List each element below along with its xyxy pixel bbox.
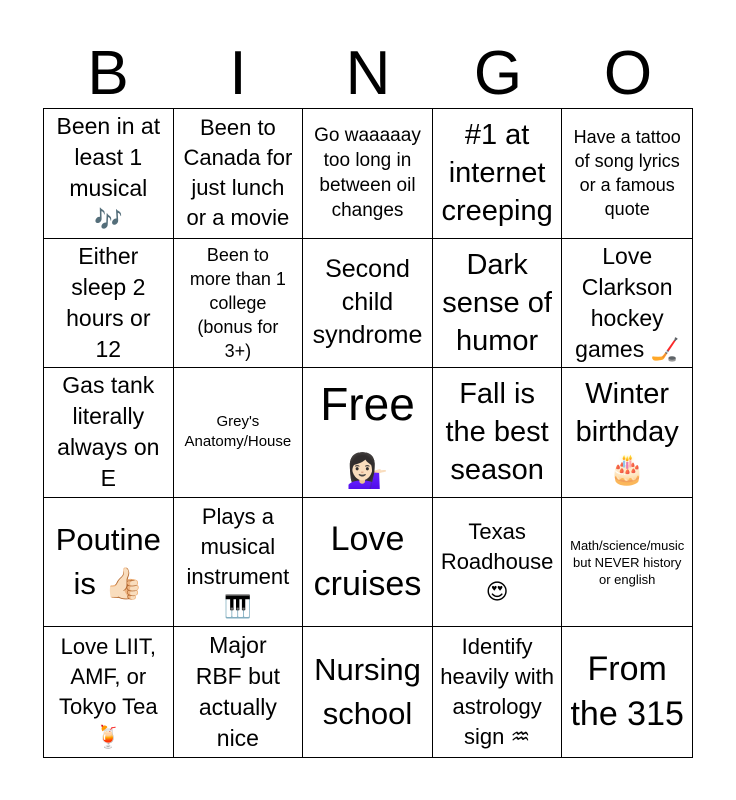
bingo-cell[interactable] [303,627,433,757]
bingo-cell[interactable] [44,498,174,628]
cell-text: Love Clarkson hockey games 🏒 [575,242,680,362]
header-letter-b: B [87,39,129,108]
free-space-cell[interactable] [303,368,433,498]
cell-text: Have a tattoo of song lyrics or a famous quote [573,127,681,220]
bingo-cell[interactable] [562,239,692,369]
cell-text: Gas tank literally always on E [57,372,160,492]
cell-text: Dark sense of humor [442,248,552,357]
bingo-cell[interactable] [303,498,433,628]
bingo-grid [43,108,693,758]
bingo-cell[interactable] [174,627,304,757]
bingo-cell[interactable] [433,627,563,757]
bingo-header [43,40,693,108]
bingo-cell[interactable] [433,109,563,239]
free-space-label: Free [320,377,415,430]
cell-text: Poutine is 👍🏻 [55,522,161,602]
cell-text: Been to Canada for just lunch or a movie [183,115,293,231]
cell-text: Identify heavily with astrology sign ♒ [440,634,554,750]
bingo-cell[interactable] [562,627,692,757]
bingo-cell[interactable] [433,239,563,369]
bingo-cell[interactable] [562,498,692,628]
cell-text: Winter birthday 🎂 [575,378,679,487]
cell-text: Been in at least 1 musical 🎶 [56,113,161,233]
header-letter-i: I [229,39,247,108]
bingo-cell[interactable] [44,627,174,757]
bingo-cell[interactable] [303,109,433,239]
bingo-cell[interactable] [433,368,563,498]
header-letter-o: O [603,39,653,108]
bingo-cell[interactable] [433,498,563,628]
cell-text: Nursing school [314,652,421,732]
bingo-cell[interactable] [174,498,304,628]
cell-text: Texas Roadhouse 😍 [440,519,554,605]
cell-text: Plays a musical instrument 🎹 [186,504,290,620]
cell-text: Second child syndrome [312,255,423,350]
cell-text: Been to more than 1 college (bonus for 3+) [189,244,286,361]
cell-text: Math/science/music but NEVER history or english [570,537,685,587]
bingo-cell[interactable] [44,239,174,369]
cell-text: Grey's Anatomy/House [184,413,292,451]
free-space [320,368,415,498]
cell-text: Love LIIT, AMF, or Tokyo Tea 🍹 [58,634,158,750]
bingo-cell[interactable] [174,239,304,369]
bingo-cell[interactable] [174,109,304,239]
bingo-cell[interactable] [303,239,433,369]
header-letter-g: G [473,39,523,108]
woman-tipping-hand-icon: 💁🏻‍♀️ [346,451,389,490]
bingo-cell[interactable] [562,368,692,498]
cell-text: Love cruises [313,520,422,604]
cell-text: #1 at internet creeping [441,119,553,228]
bingo-cell[interactable] [44,109,174,239]
cell-text: Go waaaaay too long in between oil changes [314,125,421,222]
cell-text: Fall is the best season [445,378,549,487]
bingo-cell[interactable] [174,368,304,498]
cell-text: From the 315 [570,650,684,734]
bingo-cell[interactable] [44,368,174,498]
cell-text: Major RBF but actually nice [195,632,281,752]
header-letter-n: N [345,39,391,108]
bingo-cell[interactable] [562,109,692,239]
cell-text: Either sleep 2 hours or 12 [66,242,151,362]
